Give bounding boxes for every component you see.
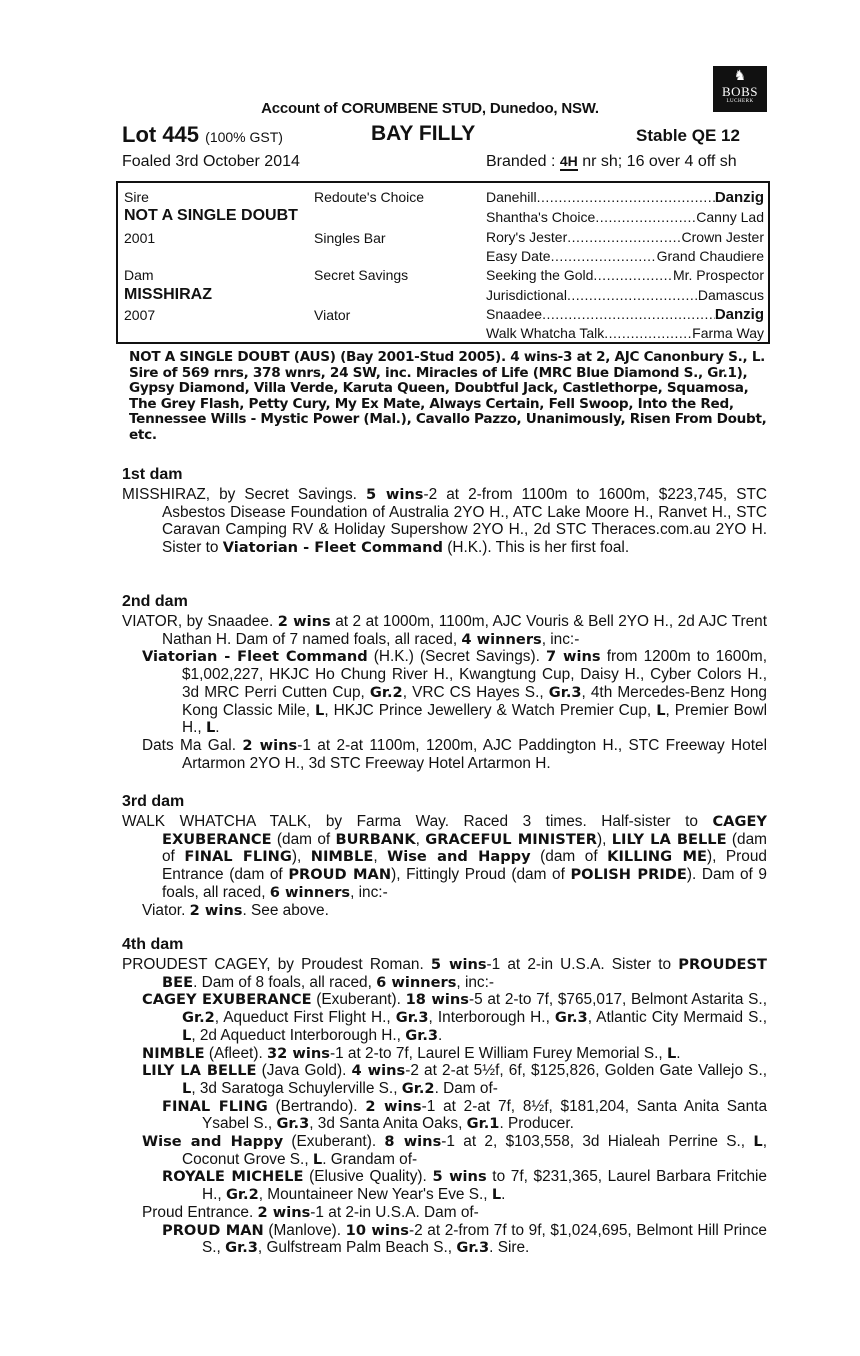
first-dam-text: MISSHIRAZ, by Secret Savings. 5 wins-2 at 2-from 1100m to 1600m, $223,745, STC Asbestos Disease Foundation of Australia 2YO H., ATC Lake Moore H., Ranvet H., STC Caravan Camping RV & Holiday Supershow 2YO H., 2d STC Theraces.com.au 2YO H. Sister to Viatorian - Fleet Command (H.K.). This is her first foal.	[122, 486, 767, 557]
logo-text: BOBS	[722, 84, 758, 99]
sire-dam: Singles Bar	[314, 230, 386, 246]
dam-dam: Viator	[314, 307, 351, 323]
horse-description: BAY FILLY	[371, 122, 476, 145]
dam-year: 2007	[124, 307, 156, 323]
second-dam-text: VIATOR, by Snaadee. 2 wins at 2 at 1000m, 1100m, AJC Vouris & Bell 2YO H., 2d AJC Trent Nathan H. Dam of 7 named foals, all raced, 4 winners, inc:- Viatorian - Fleet Command (H.K.) (Secret Savings). 7 wins from 1200m to 1600m, $1,002,227, HKJC Ho Chung River H., Kwangtung Cup, Daisy H., Cyber Colors H., 3d MRC Perri Cutten Cup, Gr.2, VRC CS Hayes S., Gr.3, 4th Mercedes-Benz Hong Kong Classic Mile, L, HKJC Prince Jewellery & Watch Premier Cup, L, Premier Bowl H., L. Dats Ma Gal. 2 wins-1 at 2-at 1100m, 1200m, AJC Paddington H., STC Freeway Hotel Artarmon 2YO H., 3d STC Freeway Hotel Artarmon H.	[122, 613, 767, 772]
third-dam-text: WALK WHATCHA TALK, by Farma Way. Raced 3 times. Half-sister to CAGEY EXUBERANCE (dam of BURBANK, GRACEFUL MINISTER), LILY LA BELLE (dam of FINAL FLING), NIMBLE, Wise and Happy (dam of KILLING ME), Proud Entrance (dam of PROUD MAN), Fittingly Proud (dam of POLISH PRIDE). Dam of 9 foals, all raced, 6 winners, inc:- Viator. 2 wins. See above.	[122, 813, 767, 919]
pedigree-table	[116, 181, 770, 344]
pedigree-entry: Rory's Jester ..... Crown Jester	[486, 229, 764, 245]
sire-year: 2001	[124, 230, 156, 246]
pedigree-entry: Shantha's Choice ..... Canny Lad	[486, 209, 764, 225]
first-dam-heading: 1st dam	[122, 466, 183, 483]
gst-note: (100% GST)	[205, 129, 283, 145]
brand-mark: 4H	[559, 153, 578, 169]
sire-name: NOT A SINGLE DOUBT	[124, 207, 298, 224]
third-dam-heading: 3rd dam	[122, 793, 185, 810]
foaled-date: Foaled 3rd October 2014	[122, 153, 300, 170]
dam-label: Dam	[124, 267, 154, 283]
horse-icon: ♞	[733, 69, 747, 84]
sire-summary: NOT A SINGLE DOUBT (AUS) (Bay 2001-Stud 2005). 4 wins-3 at 2, AJC Canonbury S., L. Sire of 569 rnrs, 378 wnrs, 24 SW, inc. Miracles of Life (MRC Blue Diamond S., Gr.1), Gypsy Diamond, Villa Verde, Karuta Queen, Doubtful Jack, Castlethorpe, Squamosa, The Grey Flash, Petty Cury, My Ex Mate, Always Certain, Fell Swoop, Into the Red, Tennessee Wills - Mystic Power (Mal.), Cavallo Pazzo, Unanimously, Risen From Doubt, etc.	[129, 349, 767, 443]
pedigree-entry: Snaadee ..... Danzig	[486, 306, 764, 323]
lot-number: Lot 445 (100% GST)	[122, 122, 283, 147]
account-line: Account of CORUMBENE STUD, Dunedoo, NSW.	[261, 100, 599, 117]
sire-sire: Redoute's Choice	[314, 189, 425, 205]
sire-label: Sire	[124, 189, 149, 205]
fourth-dam-text: PROUDEST CAGEY, by Proudest Roman. 5 wins-1 at 2-in U.S.A. Sister to PROUDEST BEE. Dam of 8 foals, all raced, 6 winners, inc:- CAGEY EXUBERANCE (Exuberant). 18 wins-5 at 2-to 7f, $765,017, Belmont Astarita S., Gr.2, Aqueduct First Flight H., Gr.3, Interborough H., Gr.3, Atlantic City Mermaid S., L, 2d Aqueduct Interborough H., Gr.3. NIMBLE (Afleet). 32 wins-1 at 2-to 7f, Laurel E William Furey Memorial S., L. LILY LA BELLE (Java Gold). 4 wins-2 at 2-at 5½f, 6f, $125,826, Golden Gate Vallejo S., L, 3d Saratoga Schuylerville S., Gr.2. Dam of- FINAL FLING (Bertrando). 2 wins-1 at 2-at 7f, 8½f, $181,204, Santa Anita Santa Ysabel S., Gr.3, 3d Santa Anita Oaks, Gr.1. Producer. Wise and Happy (Exuberant). 8 wins-1 at 2, $103,558, 3d Hialeah Perrine S., L, Coconut Grove S., L. Grandam of- ROYALE MICHELE (Elusive Quality). 5 wins to 7f, $231,365, Laurel Barbara Fritchie H., Gr.2, Mountaineer New Year's Eve S., L. Proud Entrance. 2 wins-1 at 2-in U.S.A. Dam of- PROUD MAN (Manlove). 10 wins-2 at 2-from 7f to 9f, $1,024,695, Belmont Hill Prince S., Gr.3, Gulfstream Palm Beach S., Gr.3. Sire.	[122, 956, 767, 1257]
pedigree-entry: Danehill ..... Danzig	[486, 189, 764, 206]
dam-sire: Secret Savings	[314, 267, 409, 283]
pedigree-entry: Easy Date ..... Grand Chaudiere	[486, 248, 764, 264]
pedigree-entry: Walk Whatcha Talk ..... Farma Way	[486, 325, 764, 341]
pedigree-entry: Jurisdictional ..... Damascus	[486, 287, 764, 303]
dam-name: MISSHIRAZ	[124, 286, 212, 303]
logo-subtext: LUCHERK	[726, 99, 754, 104]
second-dam-heading: 2nd dam	[122, 593, 188, 610]
branded-info: Branded : 4H nr sh; 16 over 4 off sh	[486, 153, 737, 170]
pedigree-entry: Seeking the Gold ..... Mr. Prospector	[486, 267, 764, 283]
fourth-dam-heading: 4th dam	[122, 936, 184, 953]
stable-number: Stable QE 12	[636, 126, 740, 145]
